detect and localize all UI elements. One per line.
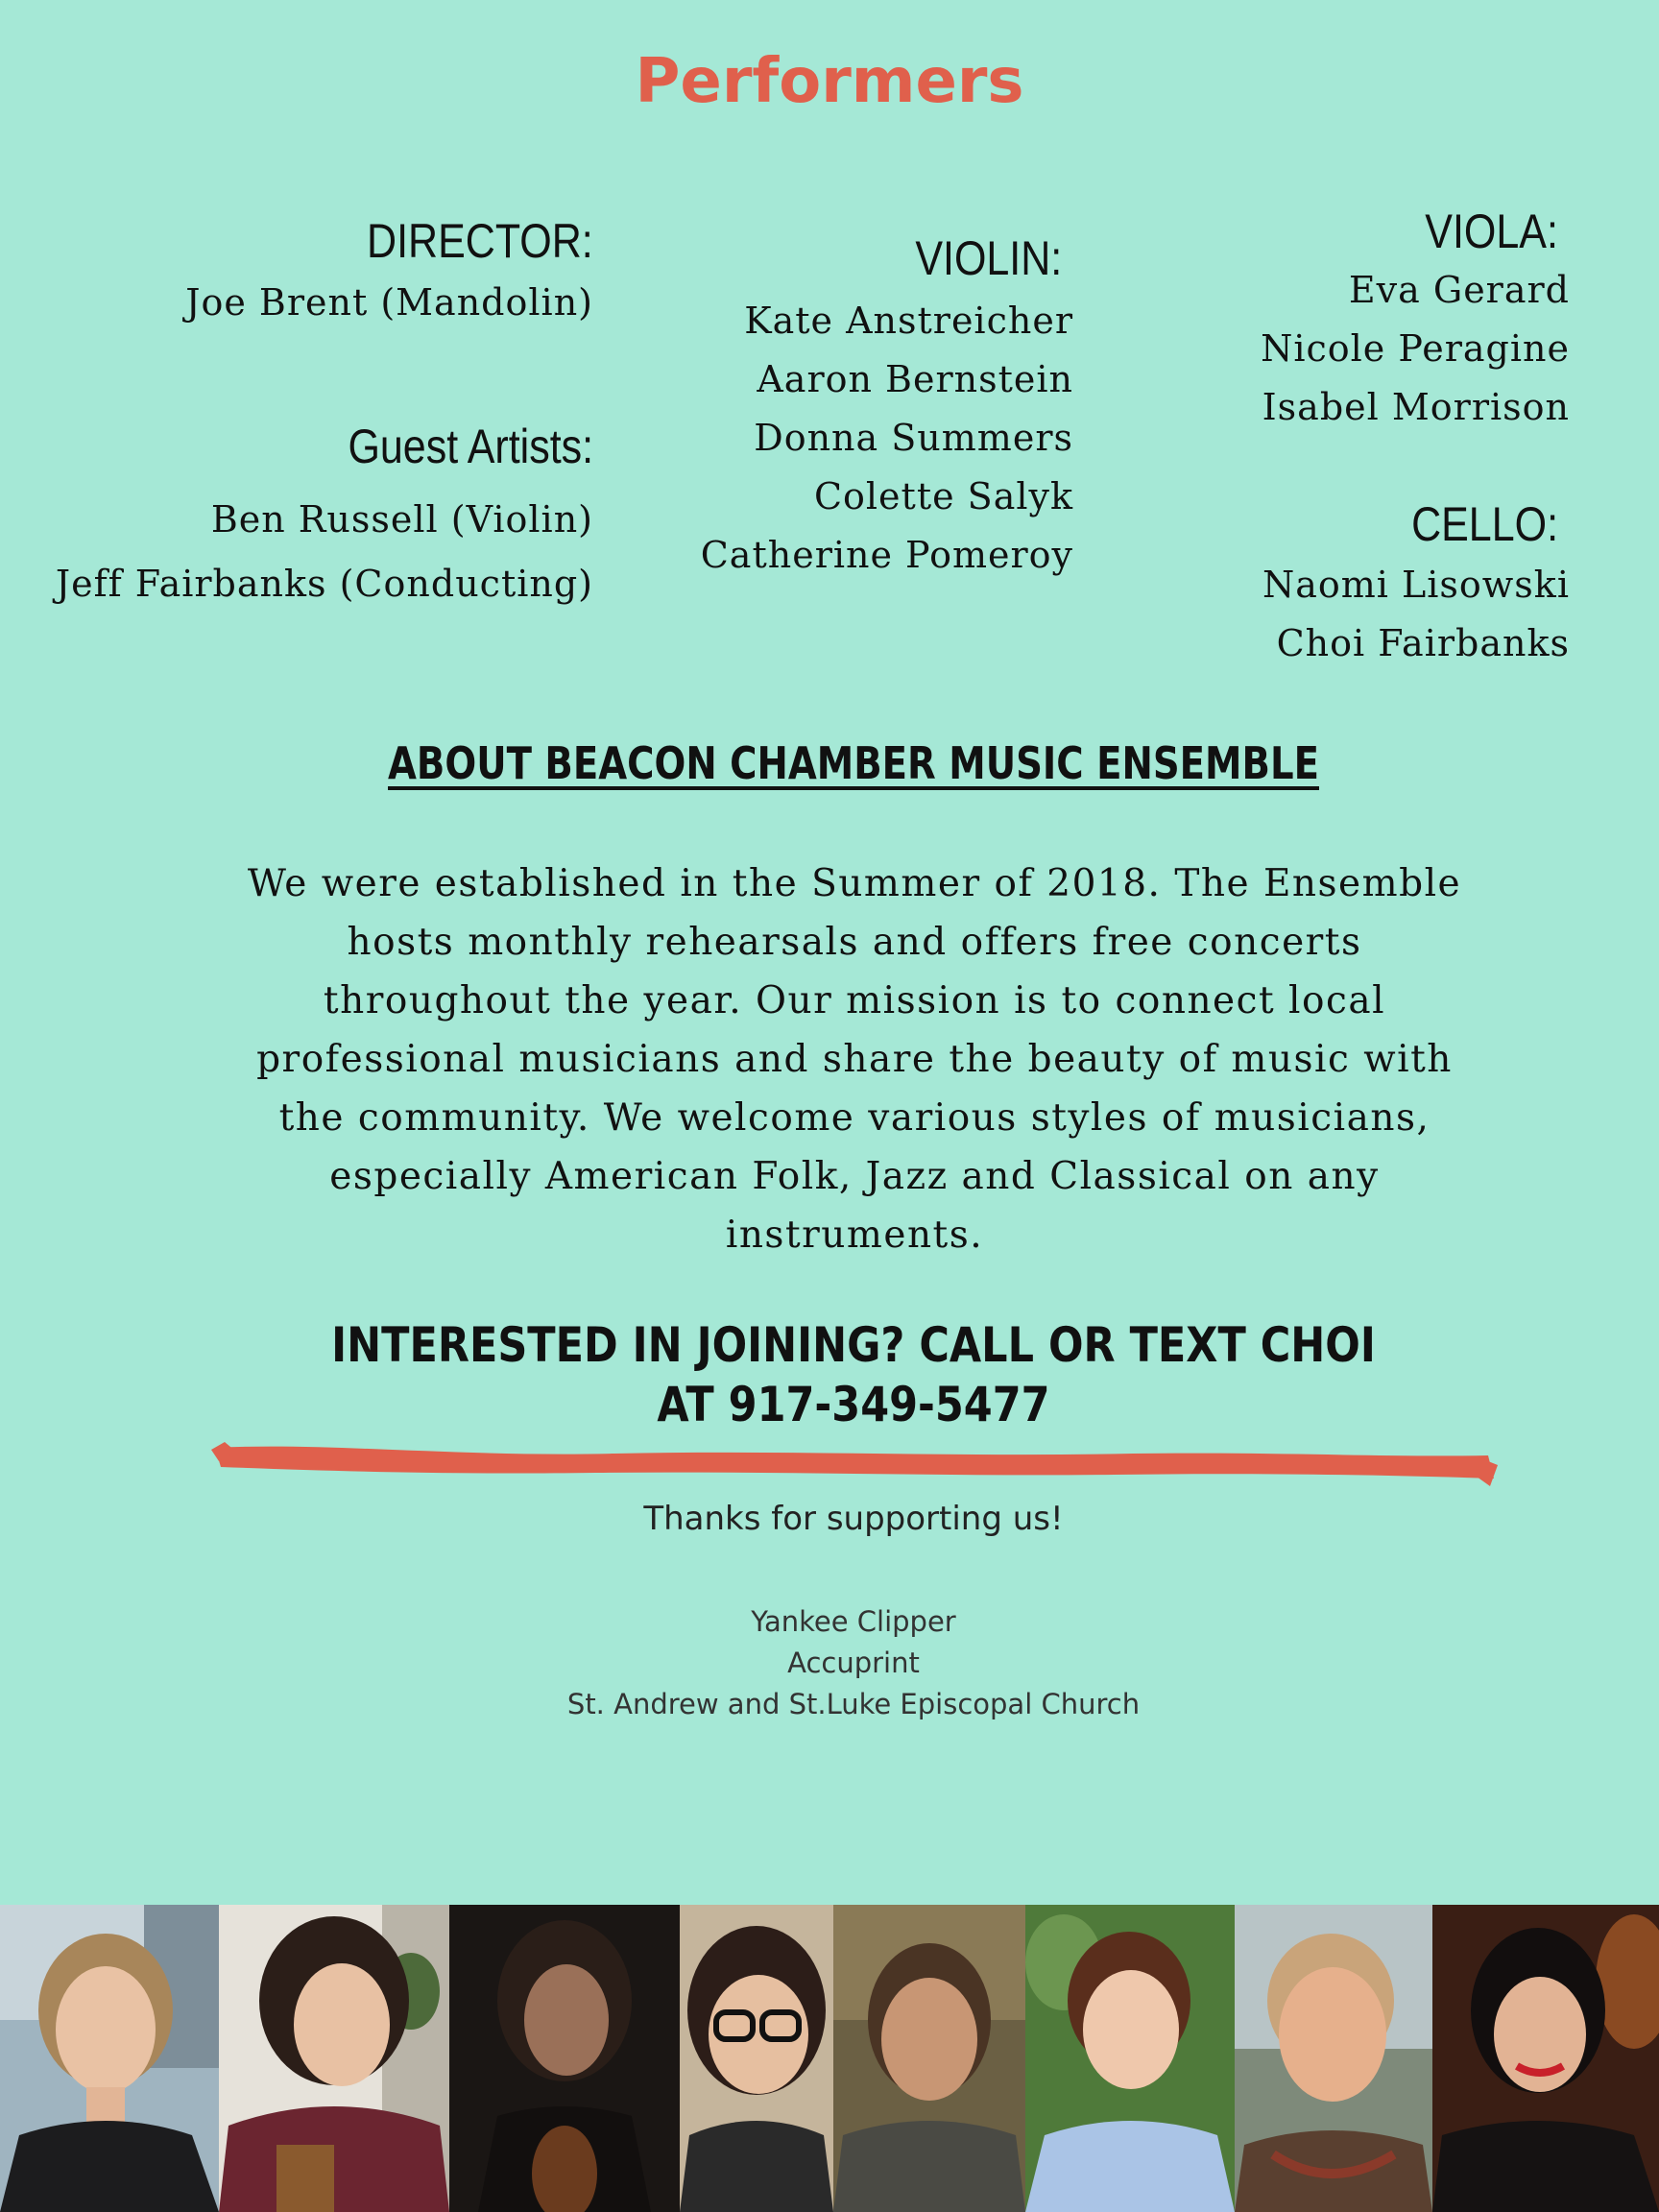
about-line: hosts monthly rehearsals and offers free concerts: [347, 921, 1362, 964]
performer-photo: [1235, 1905, 1432, 2212]
performer-photo: [449, 1905, 680, 2212]
sponsor-name: St. Andrew and St.Luke Episcopal Church: [566, 1688, 1141, 1720]
cello-heading: CELLO:: [1411, 497, 1558, 551]
performer-photo: [833, 1905, 1025, 2212]
about-paragraph: [221, 854, 1488, 1264]
about-line: We were established in the Summer of 2018. The Ensemble: [247, 862, 1462, 905]
violin-section: [701, 230, 1073, 585]
viola-name: Nicole Peragine: [1261, 327, 1570, 370]
about-line: especially American Folk, Jazz and Classical on any: [329, 1155, 1380, 1198]
viola-section: [1261, 204, 1570, 437]
about-line: professional musicians and share the beauty of music with: [256, 1038, 1453, 1081]
sponsor-name: Accuprint: [787, 1647, 920, 1679]
viola-name: Isabel Morrison: [1262, 386, 1570, 428]
violin-name: Aaron Bernstein: [757, 358, 1073, 400]
sponsors-list: [0, 1601, 1659, 1725]
guest-artists-section: [56, 419, 593, 616]
about-line: instruments.: [725, 1214, 984, 1257]
thanks-message: Thanks for supporting us!: [643, 1500, 1064, 1538]
director-heading: DIRECTOR:: [367, 214, 593, 268]
director-section: [185, 213, 593, 325]
guest-artist-name: Ben Russell (Violin): [210, 498, 593, 541]
violin-name: Catherine Pomeroy: [700, 534, 1073, 576]
violin-name: Colette Salyk: [813, 475, 1073, 517]
about-line: throughout the year. Our mission is to connect local: [323, 979, 1386, 1022]
performer-photo-strip: [0, 1905, 1659, 2212]
performer-photo: [680, 1905, 833, 2212]
violin-name: Donna Summers: [754, 417, 1073, 459]
cello-name: Choi Fairbanks: [1276, 622, 1570, 664]
viola-heading: VIOLA:: [1425, 204, 1558, 258]
performer-photo: [1025, 1905, 1235, 2212]
director-name: Joe Brent (Mandolin): [185, 281, 593, 324]
cello-name: Naomi Lisowski: [1262, 564, 1570, 606]
sponsor-name: Yankee Clipper: [751, 1605, 956, 1638]
join-line-2: AT 917-349-5477: [657, 1377, 1050, 1432]
guest-artists-heading: Guest Artists:: [348, 420, 593, 473]
cello-section: [1262, 496, 1570, 673]
violin-heading: VIOLIN:: [915, 231, 1062, 285]
viola-name: Eva Gerard: [1348, 269, 1570, 311]
performer-photo: [1432, 1905, 1659, 2212]
join-callout: [119, 1315, 1587, 1434]
guest-artist-name: Jeff Fairbanks (Conducting): [55, 563, 593, 605]
about-heading: ABOUT BEACON CHAMBER MUSIC ENSEMBLE: [388, 737, 1319, 789]
performer-photo: [0, 1905, 219, 2212]
join-line-1: INTERESTED IN JOINING? CALL OR TEXT CHOI: [331, 1317, 1376, 1373]
about-line: the community. We welcome various styles of musicians,: [278, 1096, 1431, 1140]
violin-name: Kate Anstreicher: [744, 300, 1073, 342]
brush-stroke-divider: [211, 1429, 1498, 1496]
page-title: Performers: [635, 46, 1024, 117]
performer-photo: [219, 1905, 449, 2212]
